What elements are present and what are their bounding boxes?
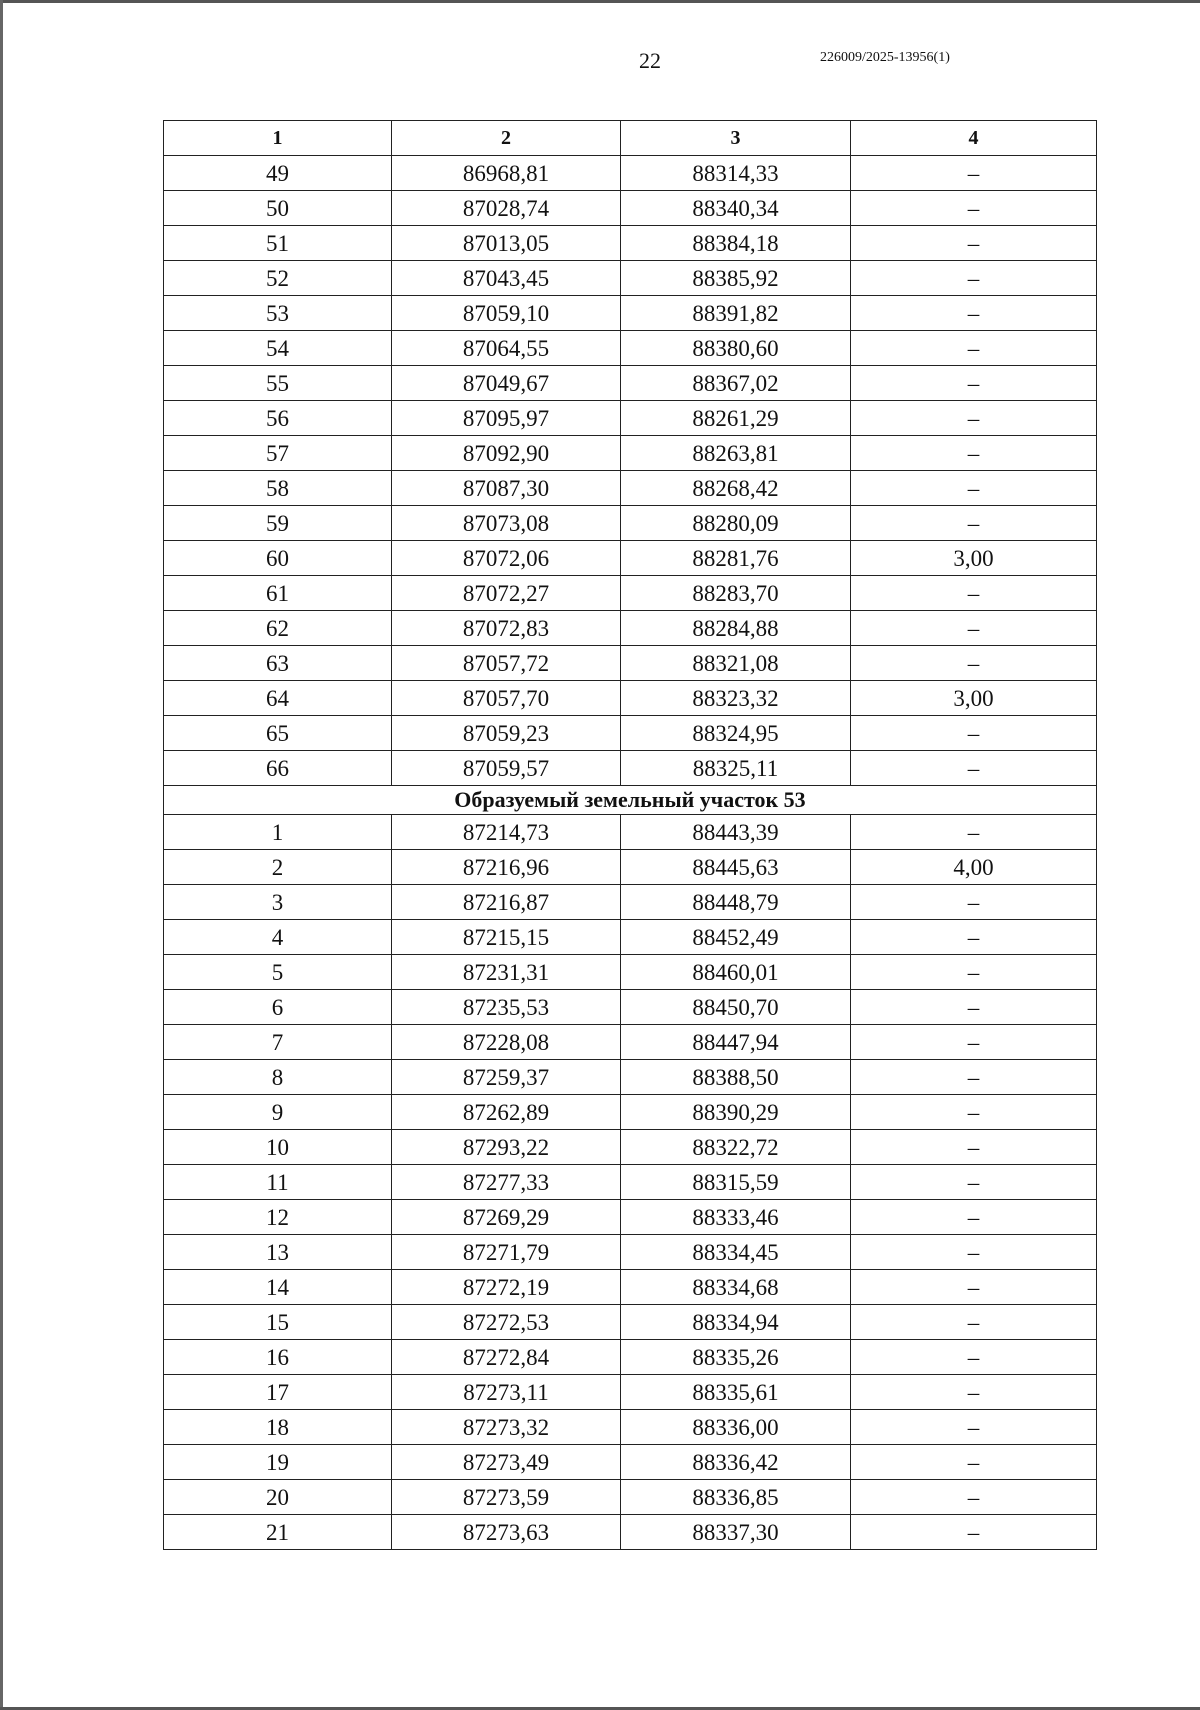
x-coordinate-cell: 87259,37 <box>392 1060 621 1095</box>
page-number: 22 <box>639 48 661 73</box>
point-number-cell: 64 <box>164 681 392 716</box>
value-cell: 3,00 <box>851 541 1097 576</box>
document-id: 226009/2025-13956(1) <box>820 50 950 65</box>
page-border-left <box>0 0 3 1710</box>
x-coordinate-cell: 87059,10 <box>392 296 621 331</box>
value-cell: – <box>851 191 1097 226</box>
value-cell: – <box>851 1235 1097 1270</box>
x-coordinate-cell: 87277,33 <box>392 1165 621 1200</box>
y-coordinate-cell: 88321,08 <box>621 646 851 681</box>
x-coordinate-cell: 87057,70 <box>392 681 621 716</box>
value-cell: – <box>851 226 1097 261</box>
value-cell: – <box>851 1130 1097 1165</box>
value-cell: – <box>851 1165 1097 1200</box>
point-number-cell: 13 <box>164 1235 392 1270</box>
y-coordinate-cell: 88335,61 <box>621 1375 851 1410</box>
x-coordinate-cell: 87216,96 <box>392 850 621 885</box>
x-coordinate-cell: 87092,90 <box>392 436 621 471</box>
x-coordinate-cell: 87059,23 <box>392 716 621 751</box>
point-number-cell: 12 <box>164 1200 392 1235</box>
table-row <box>164 1200 1097 1235</box>
y-coordinate-cell: 88452,49 <box>621 920 851 955</box>
y-coordinate-cell: 88450,70 <box>621 990 851 1025</box>
value-cell: – <box>851 156 1097 191</box>
x-coordinate-cell: 87215,15 <box>392 920 621 955</box>
x-coordinate-cell: 87273,49 <box>392 1445 621 1480</box>
y-coordinate-cell: 88280,09 <box>621 506 851 541</box>
y-coordinate-cell: 88336,42 <box>621 1445 851 1480</box>
table-row <box>164 1235 1097 1270</box>
x-coordinate-cell: 87272,84 <box>392 1340 621 1375</box>
point-number-cell: 66 <box>164 751 392 786</box>
table-row <box>164 191 1097 226</box>
table-body-after <box>164 815 1097 1550</box>
x-coordinate-cell: 87043,45 <box>392 261 621 296</box>
point-number-cell: 52 <box>164 261 392 296</box>
point-number-cell: 7 <box>164 1025 392 1060</box>
x-coordinate-cell: 87273,11 <box>392 1375 621 1410</box>
y-coordinate-cell: 88263,81 <box>621 436 851 471</box>
y-coordinate-cell: 88334,68 <box>621 1270 851 1305</box>
table-row <box>164 1445 1097 1480</box>
y-coordinate-cell: 88391,82 <box>621 296 851 331</box>
column-header-2: 2 <box>392 121 621 156</box>
y-coordinate-cell: 88388,50 <box>621 1060 851 1095</box>
y-coordinate-cell: 88325,11 <box>621 751 851 786</box>
point-number-cell: 15 <box>164 1305 392 1340</box>
table-row <box>164 261 1097 296</box>
table-row <box>164 611 1097 646</box>
value-cell: – <box>851 611 1097 646</box>
value-cell: – <box>851 1060 1097 1095</box>
point-number-cell: 6 <box>164 990 392 1025</box>
point-number-cell: 18 <box>164 1410 392 1445</box>
y-coordinate-cell: 88323,32 <box>621 681 851 716</box>
y-coordinate-cell: 88314,33 <box>621 156 851 191</box>
x-coordinate-cell: 87228,08 <box>392 1025 621 1060</box>
y-coordinate-cell: 88443,39 <box>621 815 851 850</box>
y-coordinate-cell: 88281,76 <box>621 541 851 576</box>
value-cell: – <box>851 366 1097 401</box>
value-cell: 4,00 <box>851 850 1097 885</box>
point-number-cell: 56 <box>164 401 392 436</box>
value-cell: – <box>851 1410 1097 1445</box>
point-number-cell: 20 <box>164 1480 392 1515</box>
column-header-3: 3 <box>621 121 851 156</box>
x-coordinate-cell: 87216,87 <box>392 885 621 920</box>
table-row <box>164 506 1097 541</box>
section-title: Образуемый земельный участок 53 <box>164 786 1097 815</box>
point-number-cell: 4 <box>164 920 392 955</box>
point-number-cell: 59 <box>164 506 392 541</box>
point-number-cell: 61 <box>164 576 392 611</box>
x-coordinate-cell: 87235,53 <box>392 990 621 1025</box>
x-coordinate-cell: 87214,73 <box>392 815 621 850</box>
point-number-cell: 49 <box>164 156 392 191</box>
x-coordinate-cell: 87087,30 <box>392 471 621 506</box>
point-number-cell: 17 <box>164 1375 392 1410</box>
x-coordinate-cell: 87272,53 <box>392 1305 621 1340</box>
table-row <box>164 955 1097 990</box>
page-border-top <box>0 0 1200 3</box>
x-coordinate-cell: 87231,31 <box>392 955 621 990</box>
table-row <box>164 646 1097 681</box>
table-row <box>164 1305 1097 1340</box>
table-row <box>164 1515 1097 1550</box>
point-number-cell: 63 <box>164 646 392 681</box>
value-cell: – <box>851 920 1097 955</box>
table-row <box>164 920 1097 955</box>
x-coordinate-cell: 87273,32 <box>392 1410 621 1445</box>
point-number-cell: 55 <box>164 366 392 401</box>
point-number-cell: 14 <box>164 1270 392 1305</box>
point-number-cell: 54 <box>164 331 392 366</box>
table-row <box>164 401 1097 436</box>
table-row <box>164 990 1097 1025</box>
y-coordinate-cell: 88334,94 <box>621 1305 851 1340</box>
point-number-cell: 51 <box>164 226 392 261</box>
table-row <box>164 471 1097 506</box>
value-cell: – <box>851 331 1097 366</box>
table-header-row <box>164 121 1097 156</box>
y-coordinate-cell: 88380,60 <box>621 331 851 366</box>
y-coordinate-cell: 88315,59 <box>621 1165 851 1200</box>
table-row <box>164 1165 1097 1200</box>
table-row <box>164 1025 1097 1060</box>
y-coordinate-cell: 88385,92 <box>621 261 851 296</box>
table-body-before <box>164 156 1097 786</box>
y-coordinate-cell: 88335,26 <box>621 1340 851 1375</box>
y-coordinate-cell: 88337,30 <box>621 1515 851 1550</box>
y-coordinate-cell: 88390,29 <box>621 1095 851 1130</box>
point-number-cell: 60 <box>164 541 392 576</box>
y-coordinate-cell: 88336,00 <box>621 1410 851 1445</box>
point-number-cell: 19 <box>164 1445 392 1480</box>
point-number-cell: 1 <box>164 815 392 850</box>
point-number-cell: 11 <box>164 1165 392 1200</box>
value-cell: – <box>851 646 1097 681</box>
point-number-cell: 5 <box>164 955 392 990</box>
table-row <box>164 541 1097 576</box>
column-header-4: 4 <box>851 121 1097 156</box>
table-row <box>164 296 1097 331</box>
value-cell: – <box>851 1270 1097 1305</box>
value-cell: – <box>851 1305 1097 1340</box>
y-coordinate-cell: 88283,70 <box>621 576 851 611</box>
table-row <box>164 576 1097 611</box>
point-number-cell: 65 <box>164 716 392 751</box>
table-row <box>164 156 1097 191</box>
point-number-cell: 9 <box>164 1095 392 1130</box>
value-cell: – <box>851 471 1097 506</box>
table-row <box>164 366 1097 401</box>
y-coordinate-cell: 88268,42 <box>621 471 851 506</box>
table-row <box>164 331 1097 366</box>
y-coordinate-cell: 88460,01 <box>621 955 851 990</box>
point-number-cell: 62 <box>164 611 392 646</box>
value-cell: – <box>851 576 1097 611</box>
x-coordinate-cell: 87073,08 <box>392 506 621 541</box>
value-cell: – <box>851 716 1097 751</box>
x-coordinate-cell: 86968,81 <box>392 156 621 191</box>
table-row <box>164 436 1097 471</box>
point-number-cell: 10 <box>164 1130 392 1165</box>
column-header-1: 1 <box>164 121 392 156</box>
table-row <box>164 815 1097 850</box>
x-coordinate-cell: 87293,22 <box>392 1130 621 1165</box>
value-cell: – <box>851 1375 1097 1410</box>
x-coordinate-cell: 87273,59 <box>392 1480 621 1515</box>
value-cell: 3,00 <box>851 681 1097 716</box>
x-coordinate-cell: 87064,55 <box>392 331 621 366</box>
value-cell: – <box>851 296 1097 331</box>
value-cell: – <box>851 1200 1097 1235</box>
table-row <box>164 1095 1097 1130</box>
y-coordinate-cell: 88384,18 <box>621 226 851 261</box>
value-cell: – <box>851 1025 1097 1060</box>
table-row <box>164 1130 1097 1165</box>
x-coordinate-cell: 87095,97 <box>392 401 621 436</box>
x-coordinate-cell: 87059,57 <box>392 751 621 786</box>
point-number-cell: 8 <box>164 1060 392 1095</box>
section-body <box>164 786 1097 815</box>
point-number-cell: 3 <box>164 885 392 920</box>
table-row <box>164 1375 1097 1410</box>
y-coordinate-cell: 88448,79 <box>621 885 851 920</box>
y-coordinate-cell: 88445,63 <box>621 850 851 885</box>
y-coordinate-cell: 88333,46 <box>621 1200 851 1235</box>
value-cell: – <box>851 436 1097 471</box>
x-coordinate-cell: 87013,05 <box>392 226 621 261</box>
table-row <box>164 850 1097 885</box>
y-coordinate-cell: 88334,45 <box>621 1235 851 1270</box>
value-cell: – <box>851 506 1097 541</box>
x-coordinate-cell: 87057,72 <box>392 646 621 681</box>
value-cell: – <box>851 1340 1097 1375</box>
table-row <box>164 226 1097 261</box>
table-row <box>164 751 1097 786</box>
point-number-cell: 57 <box>164 436 392 471</box>
x-coordinate-cell: 87271,79 <box>392 1235 621 1270</box>
x-coordinate-cell: 87072,83 <box>392 611 621 646</box>
x-coordinate-cell: 87273,63 <box>392 1515 621 1550</box>
value-cell: – <box>851 1445 1097 1480</box>
y-coordinate-cell: 88284,88 <box>621 611 851 646</box>
table-row <box>164 1410 1097 1445</box>
x-coordinate-cell: 87072,27 <box>392 576 621 611</box>
table-row <box>164 681 1097 716</box>
y-coordinate-cell: 88261,29 <box>621 401 851 436</box>
y-coordinate-cell: 88322,72 <box>621 1130 851 1165</box>
table-row <box>164 1340 1097 1375</box>
point-number-cell: 21 <box>164 1515 392 1550</box>
value-cell: – <box>851 751 1097 786</box>
x-coordinate-cell: 87262,89 <box>392 1095 621 1130</box>
y-coordinate-cell: 88367,02 <box>621 366 851 401</box>
value-cell: – <box>851 1095 1097 1130</box>
table-row <box>164 1270 1097 1305</box>
point-number-cell: 2 <box>164 850 392 885</box>
value-cell: – <box>851 885 1097 920</box>
y-coordinate-cell: 88336,85 <box>621 1480 851 1515</box>
value-cell: – <box>851 1480 1097 1515</box>
x-coordinate-cell: 87028,74 <box>392 191 621 226</box>
section-row <box>164 786 1097 815</box>
table-row <box>164 1480 1097 1515</box>
y-coordinate-cell: 88340,34 <box>621 191 851 226</box>
point-number-cell: 58 <box>164 471 392 506</box>
x-coordinate-cell: 87272,19 <box>392 1270 621 1305</box>
x-coordinate-cell: 87049,67 <box>392 366 621 401</box>
coordinates-table <box>163 120 1097 1550</box>
point-number-cell: 50 <box>164 191 392 226</box>
value-cell: – <box>851 990 1097 1025</box>
value-cell: – <box>851 815 1097 850</box>
point-number-cell: 16 <box>164 1340 392 1375</box>
table-row <box>164 716 1097 751</box>
value-cell: – <box>851 1515 1097 1550</box>
table-row <box>164 885 1097 920</box>
value-cell: – <box>851 401 1097 436</box>
point-number-cell: 53 <box>164 296 392 331</box>
y-coordinate-cell: 88324,95 <box>621 716 851 751</box>
y-coordinate-cell: 88447,94 <box>621 1025 851 1060</box>
value-cell: – <box>851 261 1097 296</box>
x-coordinate-cell: 87072,06 <box>392 541 621 576</box>
x-coordinate-cell: 87269,29 <box>392 1200 621 1235</box>
value-cell: – <box>851 955 1097 990</box>
table-row <box>164 1060 1097 1095</box>
